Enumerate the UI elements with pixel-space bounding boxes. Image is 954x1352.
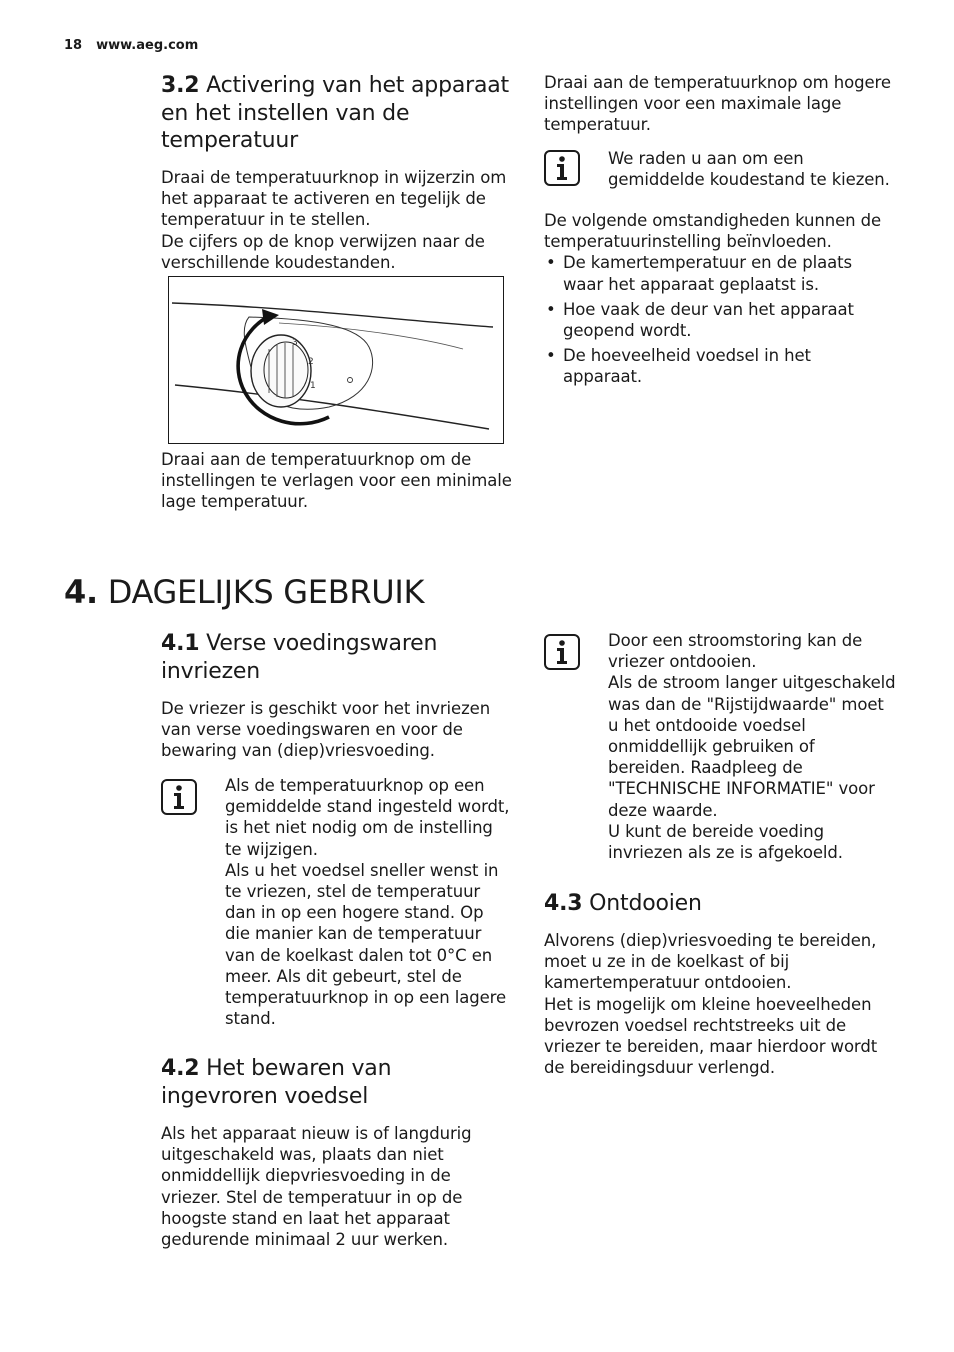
paragraph: Als de temperatuurknop op een gemiddelde stand ingesteld wordt, is het niet nodig om de instelling te wijzigen. <box>225 776 510 859</box>
paragraph: De volgende omstandigheden kunnen de temperatuurinstelling beïnvloeden. <box>544 211 882 252</box>
paragraph: De cijfers op de knop verwijzen naar de verschillende koudestanden. <box>161 231 485 272</box>
list-item: • De kamertemperatuur en de plaats waar het apparaat geplaatst is. <box>544 252 894 294</box>
page-number: 18 <box>64 38 83 53</box>
section-4-2-heading <box>161 1055 511 1110</box>
section-3-2-heading <box>161 72 511 155</box>
paragraph: Draai aan de temperatuurknop om hogere instellingen voor een maximale lage temperatuur. <box>544 73 891 135</box>
section-title: Activering van het apparaat en het instellen van de temperatuur <box>161 73 509 153</box>
section-number: 4.2 <box>161 1056 200 1081</box>
info-note-power-failure <box>608 630 896 863</box>
info-icon <box>161 779 197 815</box>
clockwise-arrow-icon <box>262 309 279 325</box>
section-number: 4.3 <box>544 891 583 916</box>
paragraph: U kunt de bereide voeding invriezen als ze is afgekoeld. <box>608 821 843 863</box>
info-note-freezing <box>225 775 513 1029</box>
section-3-2-right <box>544 72 894 136</box>
knob-label-1: 1 <box>310 381 316 391</box>
chapter-4-heading <box>64 572 424 612</box>
paragraph: Als het apparaat nieuw is of langdurig uitgeschakeld was, plaats dan niet onmiddellijk diepvriesvoeding in de vriezer. Stel de temperatuur in op de hoogste stand en laat het apparaat gedurende minimaal 2 uur werken. <box>161 1124 472 1250</box>
info-icon <box>544 634 580 670</box>
thermostat-knob-illustration <box>169 277 503 443</box>
info-note-koudestand: We raden u aan om een gemiddelde koudestand te kiezen. <box>608 149 890 190</box>
paragraph: Als de stroom langer uitgeschakeld was dan de "Rijstijdwaarde" moet u het ontdooide voedsel onmiddellijk gebruiken of bereiden. Raadpleeg de "TECHNISCHE INFORMATIE" voor deze waarde. <box>608 673 896 820</box>
section-title: Ontdooien <box>589 891 702 916</box>
section-number: 4.1 <box>161 631 200 656</box>
paragraph: Draai aan de temperatuurknop om de instellingen te verlagen voor een minimale lage temperatuur. <box>161 450 512 512</box>
chapter-number: 4. <box>64 573 98 611</box>
list-item: • Hoe vaak de deur van het apparaat geopend wordt. <box>544 299 894 341</box>
paragraph: Door een stroomstoring kan de vriezer ontdooien. <box>608 631 863 672</box>
website-link[interactable]: www.aeg.com <box>96 38 199 53</box>
section-4-2-body <box>161 1123 513 1250</box>
conditions-list <box>544 252 894 387</box>
section-4-1-intro <box>161 698 513 762</box>
section-4-1-heading <box>161 630 511 685</box>
paragraph: Alvorens (diep)vriesvoeding te bereiden, moet u ze in de koelkast of bij kamertemperatuur ontdooien. <box>544 931 877 993</box>
list-item: • De hoeveelheid voedsel in het apparaat. <box>544 345 894 387</box>
info-icon <box>544 150 580 186</box>
paragraph: De vriezer is geschikt voor het invriezen van verse voedingswaren en voor de bewaring van (diep)vriesvoeding. <box>161 699 491 761</box>
section-title: Verse voedingswaren invriezen <box>161 631 438 684</box>
section-3-2-conditions <box>544 210 894 392</box>
section-3-2-intro <box>161 167 513 273</box>
page-header <box>64 38 198 53</box>
knob-label-2: 2 <box>308 357 314 367</box>
section-number: 3.2 <box>161 73 200 98</box>
knob-label-3: 3 <box>292 338 298 348</box>
chapter-title: DAGELIJKS GEBRUIK <box>107 573 425 611</box>
paragraph: Draai de temperatuurknop in wijzerzin om het apparaat te activeren en tegelijk de temperatuur in te stellen. <box>161 168 507 230</box>
section-4-3-heading <box>544 890 894 918</box>
section-3-2-lower <box>161 449 513 513</box>
paragraph: Het is mogelijk om kleine hoeveelheden bevrozen voedsel rechtstreeks uit de vriezer te bereiden, maar hierdoor wordt de bereidingsduur verlengd. <box>544 994 878 1078</box>
thermostat-figure <box>168 276 504 444</box>
section-4-3-body <box>544 930 896 1078</box>
section-title: Het bewaren van ingevroren voedsel <box>161 1056 392 1109</box>
paragraph: Als u het voedsel sneller wenst in te vriezen, stel de temperatuur dan in op een hogere stand. Op die manier kan de temperatuur van de koelkast dalen tot 0°C en meer. Als dit gebeurt, stel de temperatuurknop in op een lagere stand. <box>225 860 507 1029</box>
